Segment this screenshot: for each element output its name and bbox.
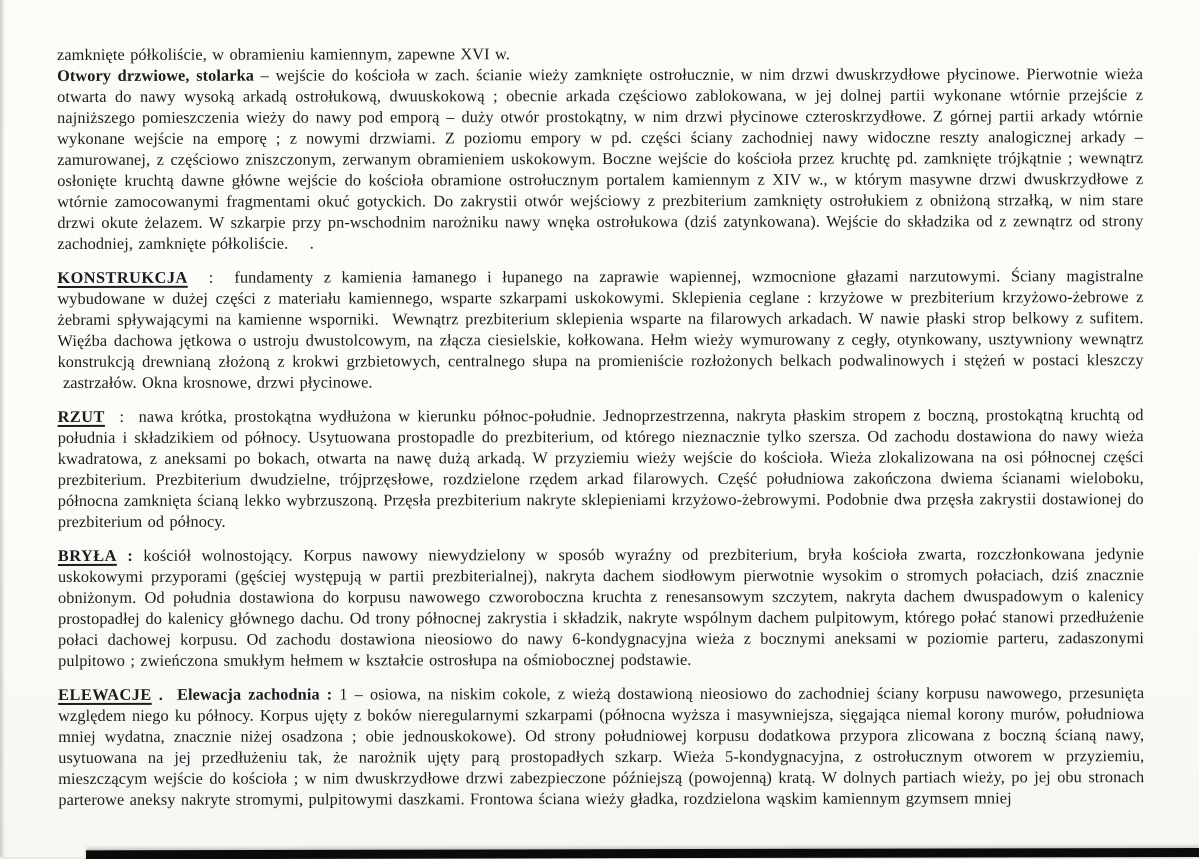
otwory-body-text: wejście do kościoła w zach. ścianie wieży zamknięte ostrołucznie, w nim drzwi dwuskrzydłowe płycinowe. Pierwotnie wieża otwarta do nawy wysoką arkadą ostrołukową, dwuuskokową ; obecnie arkada częściowo zablokowana, w jej dolnej partii wykonane wtórnie przejście z najniższego pomieszczenia wieży do nawy pod emporą – duży otwór prostokątny, w nim drzwi płycinowe czteroskrzydłowe. Z górnej partii arkady wtórnie wykonane wejście na emporę ; z nowymi drzwiami. Z poziomu empory w pd. części ściany zachodniej nawy widoczne reszty analogicznej arkady – zamurowanej, z częściowo zniszczonym, zerwanym obramieniem uskokowym. Boczne wejście do kościoła przez kruchtę pd. zamknięte trójkątnie ; wewnątrz osłonięte kruchtą dawne główne wejście do kościoła obramione ostrołucznym portalem kamiennym z XIV w., w którym masywne drzwi dwuskrzydłowe z wtórnie zamocowanymi fragmentami okuć gotyckich. Do zakrystii otwór wejściowy z prezbiterium zamknięty ostrołukiem z obniżoną strzałką, w nim stare drzwi okute żelazem. W szkarpie przy pn-wschodnim narożniku nawy wnęka ostrołukowa (dziś zatynkowana). Wejście do składzika od z zewnątrz od strony zachodniej, zamknięte półkoliście. . <box>57 64 1144 253</box>
konstrukcja-heading: KONSTRUKCJA <box>57 267 188 287</box>
document-text-block <box>57 42 1144 810</box>
section-bryla <box>58 543 1144 671</box>
continuation-paragraph <box>57 42 1143 65</box>
elewacje-separator-1: . <box>151 684 178 704</box>
rzut-separator: : <box>104 406 139 426</box>
otwory-lead-label: Otwory drzwiowe, stolarka <box>57 65 255 85</box>
bryla-body-text: kościół wolnostojący. Korpus nawowy niewydzielony w sposób wyraźny od prezbiterium, bryła kościoła zwarta, rozczłonkowana jedynie uskokowymi przyporami (gęściej występują w partii prezbiterialnej), nakryta dachem siodłowym pierwotnie wysokim o stromych połaciach, dziś znacznie obniżonym. Od południa dostawiona do korpusu nawowego czworoboczna kruchta z renesansowym szczytem, nakryta dachem dwuspadowym o kalenicy prostopadłej do kalenicy głównego dachu. Od trony północnej zakrystia i składzik, nakryte wspólnym dachem pulpitowym, którego połać stanowi przedłużenie połaci dachowej korpusu. Od zachodu dostawiona nieosiowo do nawy 6-kondygnacyjna wieża z bocznymi aneksami w poziomie parteru, zadaszonymi pulpitowo ; zwieńczona smukłym hełmem w kształcie ostrosłupa na ośmiobocznej podstawie. <box>57 544 1145 670</box>
paragraph-otwory-drzwiowe <box>57 63 1143 254</box>
bryla-separator: : <box>116 545 144 565</box>
section-rzut <box>58 404 1144 532</box>
section-konstrukcja <box>57 265 1143 393</box>
elewacje-body-text: 1 – osiowa, na niskim cokole, z wieżą dostawioną nieosiowo do zachodniej ściany korpusu nawowego, przesunięta względem niego ku północy. Korpus ujęty z boków nieregularnymi szkarpami (północna wyższa i masywniejsza, sięgająca niemal korony murów, południowa mniej wydatna, znacznie niżej osadzona ; obie jednouskokowe). Od strony południowej korpusu dodatkowa przypora zlicowana z boczną ścianą nawy, usytuowana na jej przedłużeniu tak, że narożnik ujęty parą prostopadłych szkarp. Wieża 5-kondygnacyjna, z ostrołucznym otworem w przyziemiu, mieszczącym wejście do kościoła ; w nim dwuskrzydłowe drzwi zabezpieczone późniejszą (powojenną) kratą. W dolnych partiach wieży, po jej obu stronach parterowe aneksy nakryte stromymi, pulpitowymi daszkami. Frontowa ściana wieży gładka, rozdzielona wąskim kamiennym gzymsem mniej <box>58 683 1145 809</box>
scan-left-edge-shadow <box>0 0 5 857</box>
bryla-heading: BRYŁA <box>57 545 117 565</box>
section-elewacje <box>58 682 1144 810</box>
otwory-separator: – <box>253 65 276 85</box>
rzut-body-text: nawa krótka, prostokątna wydłużona w kierunku północ-południe. Jednoprzestrzenna, nakryta płaskim stropem z boczną, prostokątną kruchtą od południa i składzikiem od północy. Usytuowana prostopadle do prezbiterium, od którego nieznacznie tylko szersza. Od zachodu dostawiona do nawy wieża kwadratowa, z aneksami po bokach, otwarta na nawę dużą arkadą. W przyziemiu wieży wejście do kościoła. Wieża zlokalizowana na osi północnej części prezbiterium. Prezbiterium dwudzielne, trójprzęsłowe, rozdzielone rzędem arkad filarowych. Część południowa zakończona dwiema ścianami wieloboku, północna zamknięta ścianą lekko wybrzuszoną. Przęsła prezbiterium nakryte sklepieniami krzyżowo-żebrowymi. Podobnie dwa przęsła zakrystii dostawionej do prezbiterium od północy. <box>57 405 1144 531</box>
continuation-text: zamknięte półkoliście, w obramieniu kamiennym, zapewne XVI w. <box>57 44 510 64</box>
elewacja-zachodnia-subheading: Elewacja zachodnia <box>177 684 320 704</box>
elewacje-separator-2: : <box>319 684 340 704</box>
konstrukcja-separator: : <box>187 267 235 287</box>
scan-edge-artifact <box>86 848 1199 859</box>
elewacje-heading: ELEWACJE <box>58 684 152 704</box>
konstrukcja-body-text: fundamenty z kamienia łamanego i łupanego na zaprawie wapiennej, wzmocnione głazami narzutowymi. Ściany magistralne wybudowane w dużej części z materiału kamiennego, wsparte szkarpami uskokowymi. Sklepienia ceglane : krzyżowe w prezbiterium krzyżowo-żebrowe z żebrami spływającymi na kamienne wsporniki. Wewnątrz prezbiterium sklepienia wsparte na filarowych arkadach. W nawie płaski strop belkowy z sufitem. Więźba dachowa jętkowa o ustroju dwustolcowym, na złącza ciesielskie, kołkowana. Hełm wieży wymurowany z cegły, otynkowany, usztywniony wewnątrz konstrukcją drewnianą złożoną z krokwi grzbietowych, centralnego słupa na promieniście rozłożonych belkach podwalinowych i stężeń w postaci kleszczy zastrzałów. Okna krosnowe, drzwi płycinowe. <box>57 266 1144 392</box>
rzut-heading: RZUT <box>57 406 105 426</box>
